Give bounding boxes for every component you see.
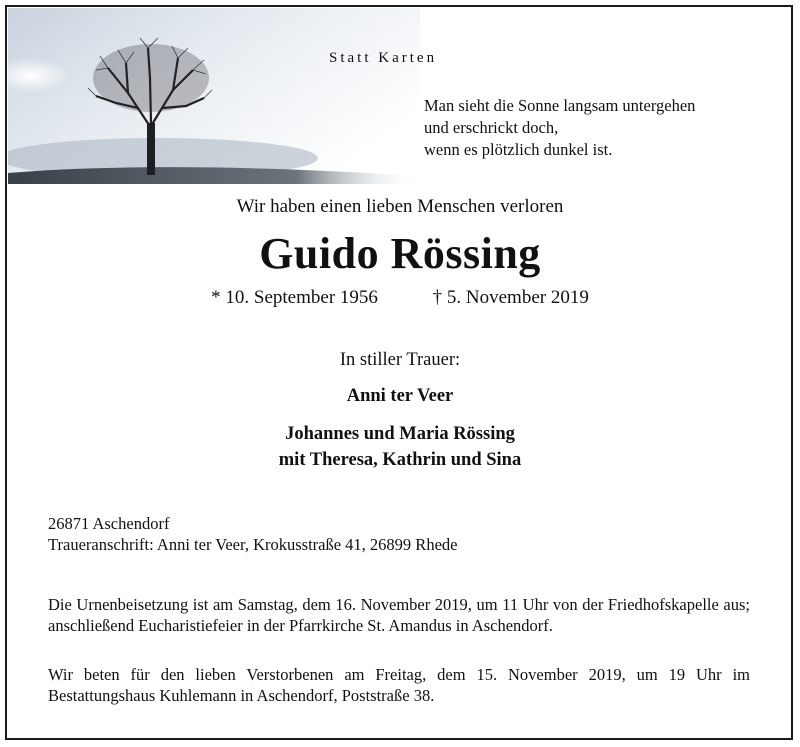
- poem-line: wenn es plötzlich dunkel ist.: [424, 140, 613, 159]
- poem-line: und erschrickt doch,: [424, 118, 559, 137]
- mourner-name: mit Theresa, Kathrin und Sina: [278, 450, 522, 470]
- mourning-intro: In stiller Trauer:: [339, 350, 461, 370]
- poem-verse: [424, 95, 695, 161]
- mourner-name: Johannes und Maria Rössing: [285, 424, 515, 444]
- tree-landscape-image: [8, 8, 420, 184]
- deceased-name: Guido Rössing: [259, 229, 541, 278]
- burial-info: Die Urnenbeisetzung ist am Samstag, dem 16. November 2019, um 11 Uhr von der Friedhofskapelle aus; anschließend Eucharistiefeier in der Pfarrkirche St. Amandus in Aschendorf.: [48, 595, 750, 635]
- town-line: 26871 Aschendorf: [48, 514, 170, 533]
- life-dates: [0, 287, 800, 309]
- mourner-name: Anni ter Veer: [346, 386, 454, 406]
- address-block: [48, 513, 750, 555]
- poem-line: Man sieht die Sonne langsam untergehen: [424, 96, 696, 115]
- condolence-address: Traueranschrift: Anni ter Veer, Krokusstraße 41, 26899 Rhede: [48, 535, 458, 554]
- lost-line: Wir haben einen lieben Menschen verloren: [236, 196, 564, 217]
- death-date: † 5. November 2019: [432, 287, 589, 308]
- prayer-info: Wir beten für den lieben Verstorbenen am Freitag, dem 15. November 2019, um 19 Uhr im Bestattungshaus Kuhlemann in Aschendorf, Poststraße 38.: [48, 665, 750, 705]
- statt-karten-label: Statt Karten: [329, 50, 438, 66]
- birth-date: * 10. September 1956: [211, 287, 378, 308]
